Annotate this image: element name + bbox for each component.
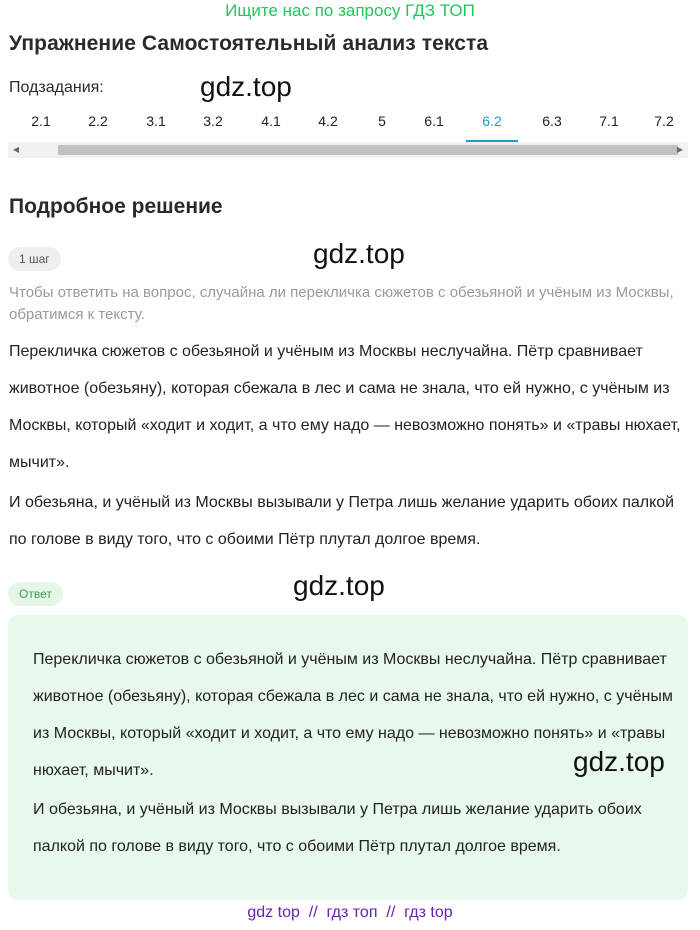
- exercise-title: Упражнение Самостоятельный анализ текста: [9, 32, 489, 55]
- tab-2-1[interactable]: 2.1: [31, 113, 51, 129]
- tab-7-1[interactable]: 7.1: [599, 113, 619, 129]
- solution-paragraph: Перекличка сюжетов с обезьяной и учёным из Москвы неслучайна. Пётр сравнивает животное (обезьяну), которая сбежала в лес и сама не знала, что ей нужно, с учёным из Москвы, который «ходит и ходит, а что ему надо — невозможно понять» и «травы нюхает, мычит».: [9, 343, 681, 471]
- tab-5[interactable]: 5: [378, 113, 386, 129]
- watermark: gdz.top: [573, 746, 665, 777]
- answer-paragraph: Перекличка сюжетов с обезьяной и учёным из Москвы неслучайна. Пётр сравнивает животное (обезьяну), которая сбежала в лес и сама не знала, что ей нужно, с учёным из Москвы, который «ходит и ходит, а что ему надо — невозможно понять» и «травы нюхает, мычит».: [33, 651, 673, 779]
- scrollbar-thumb[interactable]: [58, 145, 678, 155]
- scroll-right-arrow-icon[interactable]: ▶: [676, 145, 684, 154]
- section-title: Подробное решение: [9, 195, 223, 218]
- tab-6-2-label: 6.2: [482, 113, 502, 129]
- tab-6-2[interactable]: [466, 110, 518, 142]
- answer-paragraph: И обезьяна, и учёный из Москвы вызывали у Петра лишь желание ударить обоих палкой по голове в виду того, что с обоими Пётр плутал долгое время.: [33, 801, 642, 855]
- tab-6-3[interactable]: 6.3: [542, 113, 562, 129]
- footer-text: gdz top // гдз топ // гдз top: [247, 904, 453, 921]
- subtasks-label: Подзадания:: [9, 79, 104, 96]
- watermark: gdz.top: [313, 238, 405, 269]
- solution-paragraph: И обезьяна, и учёный из Москвы вызывали у Петра лишь желание ударить обоих палкой по голове в виду того, что с обоими Пётр плутал долгое время.: [9, 494, 675, 548]
- answer-badge: Ответ: [8, 582, 63, 606]
- step-hint: Чтобы ответить на вопрос, случайна ли перекличка сюжетов с обезьяной и учёным из Москвы, обратимся к тексту.: [9, 284, 674, 323]
- tab-4-2[interactable]: 4.2: [318, 113, 338, 129]
- footer-links: [0, 904, 700, 922]
- tabs-horizontal-scrollbar[interactable]: [8, 142, 688, 158]
- tab-2-2[interactable]: 2.2: [88, 113, 108, 129]
- scroll-left-arrow-icon[interactable]: ◀: [12, 145, 20, 154]
- watermark: gdz.top: [293, 570, 385, 601]
- tab-3-1[interactable]: 3.1: [146, 113, 166, 129]
- watermark: gdz.top: [200, 71, 292, 102]
- tab-3-2[interactable]: 3.2: [203, 113, 223, 129]
- search-banner: Ищите нас по запросу ГДЗ ТОП: [225, 1, 475, 20]
- subtask-tabs: [0, 110, 700, 142]
- tab-6-1[interactable]: 6.1: [424, 113, 444, 129]
- tab-7-2[interactable]: 7.2: [654, 113, 674, 129]
- tab-4-1[interactable]: 4.1: [261, 113, 281, 129]
- step-badge: 1 шаг: [8, 247, 61, 271]
